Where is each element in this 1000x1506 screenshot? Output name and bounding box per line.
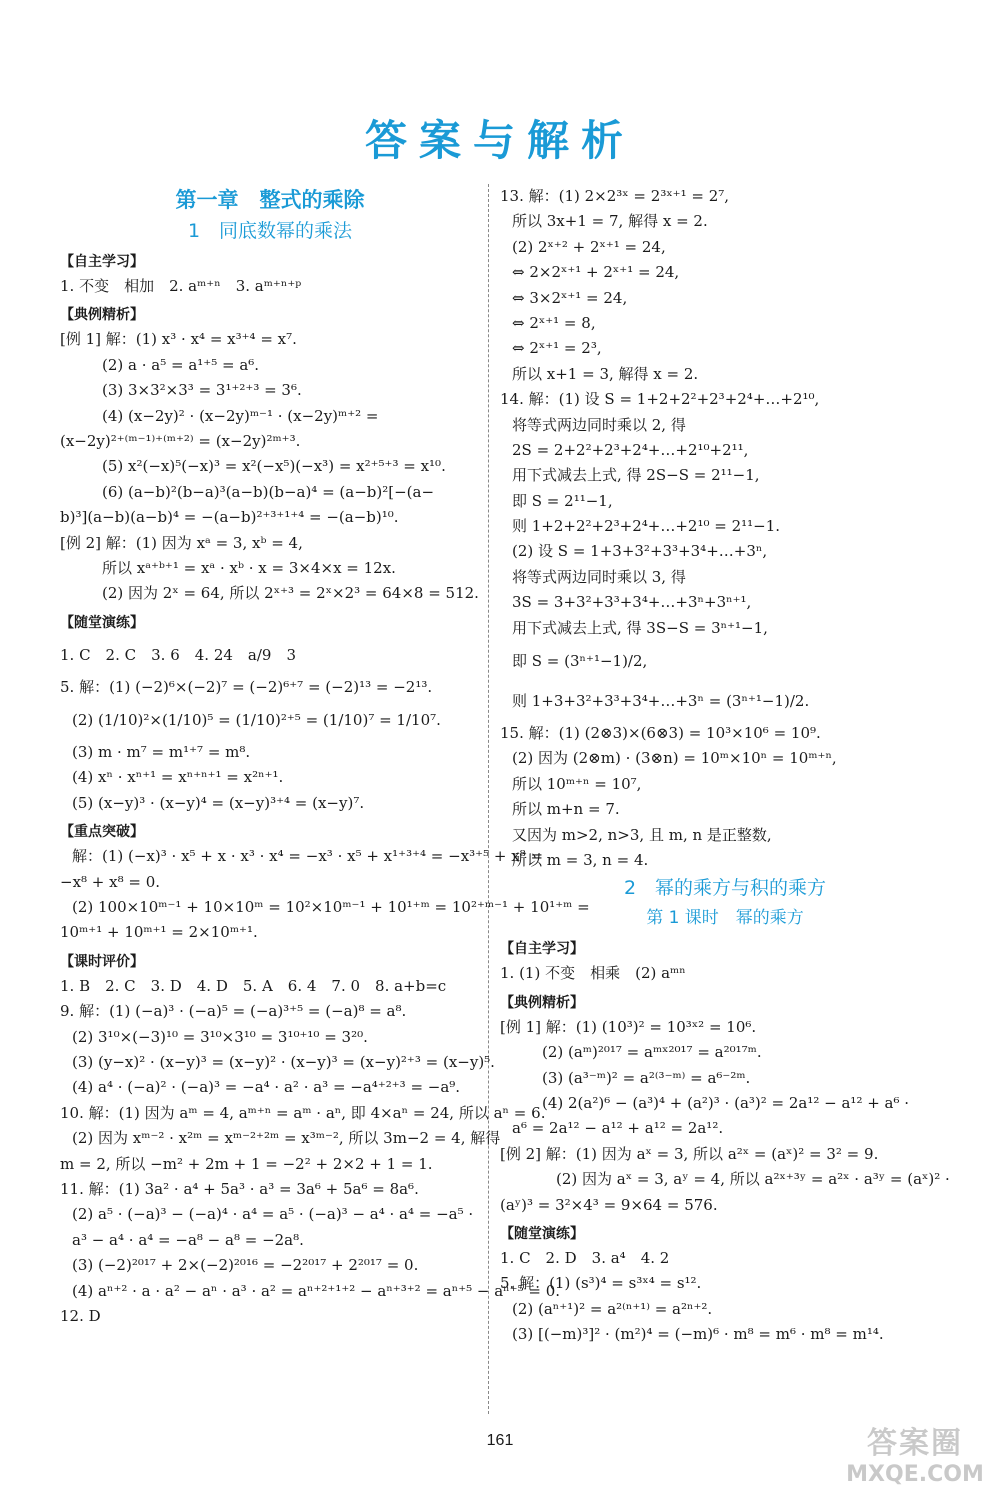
answer-line: (3) [(−m)³]² · (m²)⁴ = (−m)⁶ · m⁸ = m⁶ · m⁸ = m¹⁴. — [512, 1325, 884, 1344]
answer-line: 解：(1) (−x)³ · x⁵ + x · x³ · x⁴ = −x³ · x⁵ + x¹⁺³⁺⁴ = −x³⁺⁵ + x⁸ = — [72, 847, 544, 866]
right-column — [500, 184, 950, 1347]
answer-line: (4) xⁿ · xⁿ⁺¹ = xⁿ⁺ⁿ⁺¹ = x²ⁿ⁺¹. — [72, 768, 284, 787]
answer-line: 10ᵐ⁺¹ + 10ᵐ⁺¹ = 2×10ᵐ⁺¹. — [60, 923, 258, 942]
answer-line: 9. 解：(1) (−a)³ · (−a)⁵ = (−a)³⁺⁵ = (−a)⁸ = a⁸. — [60, 1002, 407, 1021]
answer-line: 11. 解：(1) 3a² · a⁴ + 5a³ · a³ = 3a⁶ + 5a⁶ = 8a⁶. — [60, 1179, 419, 1198]
section-header: 【典例精析】 — [500, 994, 584, 1011]
answer-line: 5. 解：(1) (−2)⁶×(−2)⁷ = (−2)⁶⁺⁷ = (−2)¹³ = −2¹³. — [60, 677, 433, 696]
answer-line: 又因为 m>2, n>3, 且 m, n 是正整数, — [512, 825, 772, 844]
page-title: 答案与解析 — [364, 116, 635, 165]
answer-line: (5) (x−y)³ · (x−y)⁴ = (x−y)³⁺⁴ = (x−y)⁷. — [72, 793, 365, 812]
answer-line: 2S = 2+2²+2³+2⁴+…+2¹⁰+2¹¹, — [512, 440, 749, 459]
section-header: 【自主学习】 — [500, 941, 584, 958]
answer-line: (2) (aⁿ⁺¹)² = a²⁽ⁿ⁺¹⁾ = a²ⁿ⁺². — [512, 1299, 713, 1318]
answer-line: (3) 3×3²×3³ = 3¹⁺²⁺³ = 3⁶. — [102, 381, 302, 400]
section-header: 【重点突破】 — [60, 824, 144, 841]
answer-line: 所以 x+1 = 3, 解得 x = 2. — [512, 364, 699, 383]
answer-line: (2) a⁵ · (−a)³ − (−a)⁴ · a⁴ = a⁵ · (−a)³ − a⁴ · a⁴ = −a⁵ · — [72, 1205, 474, 1224]
answer-line: ⇔ 3×2ˣ⁺¹ = 24, — [512, 288, 628, 307]
answer-line: 所以 3x+1 = 7, 解得 x = 2. — [512, 212, 708, 231]
answer-line: (2) 因为 aˣ = 3, aʸ = 4, 所以 a²ˣ⁺³ʸ = a²ˣ · a³ʸ = (aˣ)² · — [556, 1170, 950, 1189]
section-header: 【随堂演练】 — [500, 1225, 584, 1242]
answer-line: (5) x²(−x)⁵(−x)³ = x²(−x⁵)(−x³) = x²⁺⁵⁺³ = x¹⁰. — [102, 457, 446, 476]
answer-line: (3) (y−x)² · (x−y)³ = (x−y)² · (x−y)³ = (x−y)²⁺³ = (x−y)⁵. — [72, 1052, 495, 1071]
answer-line: 将等式两边同时乘以 3, 得 — [512, 567, 686, 586]
answer-line: 3S = 3+3²+3³+3⁴+…+3ⁿ+3ⁿ⁺¹, — [512, 593, 752, 612]
answer-line: (2) (aᵐ)²⁰¹⁷ = aᵐˣ²⁰¹⁷ = a²⁰¹⁷ᵐ. — [542, 1043, 762, 1062]
answer-line: 即 S = 2¹¹−1, — [512, 491, 613, 510]
answer-line: 将等式两边同时乘以 2, 得 — [512, 415, 686, 434]
answer-line: [例 2] 解：(1) 因为 xᵃ = 3, xᵇ = 4, — [60, 533, 303, 552]
section-header: 【自主学习】 — [60, 254, 144, 270]
chapter-title: 第一章 整式的乘除 — [175, 188, 365, 212]
answer-line: 所以 m+n = 7. — [512, 800, 620, 819]
answer-line: −x⁸ + x⁸ = 0. — [60, 872, 161, 891]
answer-line: (2) 100×10ᵐ⁻¹ + 10×10ᵐ = 10²×10ᵐ⁻¹ + 10¹⁺ᵐ = 10²⁺ᵐ⁻¹ + 10¹⁺ᵐ = — [72, 898, 590, 917]
answer-line: 1. B 2. C 3. D 4. D 5. A 6. 4 7. 0 8. a+b=c — [60, 976, 447, 995]
answer-line: (2) 3¹⁰×(−3)¹⁰ = 3¹⁰×3¹⁰ = 3¹⁰⁺¹⁰ = 3²⁰. — [72, 1027, 368, 1046]
answer-line: (2) (1/10)²×(1/10)⁵ = (1/10)²⁺⁵ = (1/10)⁷ = 1/10⁷. — [72, 711, 441, 730]
answer-line: a³ − a⁴ · a⁴ = −a⁸ − a⁸ = −2a⁸. — [72, 1230, 304, 1249]
answer-line: (2) 因为 2ˣ = 64, 所以 2ˣ⁺³ = 2ˣ×2³ = 64×8 = 512. — [102, 584, 479, 603]
answer-line: 所以 10ᵐ⁺ⁿ = 10⁷, — [512, 774, 642, 793]
section-header: 【课时评价】 — [60, 953, 144, 970]
answer-line: 所以 xᵃ⁺ᵇ⁺¹ = xᵃ · xᵇ · x = 3×4×x = 12x. — [102, 558, 396, 577]
answer-line: 14. 解：(1) 设 S = 1+2+2²+2³+2⁴+…+2¹⁰, — [500, 390, 820, 409]
answer-line: (4) (x−2y)² · (x−2y)ᵐ⁻¹ · (x−2y)ᵐ⁺² = — [102, 406, 379, 425]
answer-line: (2) 2ˣ⁺² + 2ˣ⁺¹ = 24, — [512, 237, 666, 256]
answer-line: a⁶ = 2a¹² − a¹² + a¹² = 2a¹². — [512, 1119, 724, 1138]
answer-line: (3) (−2)²⁰¹⁷ + 2×(−2)²⁰¹⁶ = −2²⁰¹⁷ + 2²⁰¹⁷ = 0. — [72, 1256, 419, 1275]
answer-line: 10. 解：(1) 因为 aᵐ = 4, aᵐ⁺ⁿ = aᵐ · aⁿ, 即 4×aⁿ = 24, 所以 aⁿ = 6. — [60, 1103, 546, 1122]
answer-line: (4) a⁴ · (−a)² · (−a)³ = −a⁴ · a² · a³ = −a⁴⁺²⁺³ = −a⁹. — [72, 1078, 461, 1097]
answer-line: (3) (a³⁻ᵐ)² = a²⁽³⁻ᵐ⁾ = a⁶⁻²ᵐ. — [542, 1068, 751, 1087]
answer-line: (2) 因为 (2⊗m) · (3⊗n) = 10ᵐ×10ⁿ = 10ᵐ⁺ⁿ, — [512, 749, 837, 768]
answer-line: 1. C 2. D 3. a⁴ 4. 2 — [500, 1248, 670, 1267]
answer-line: 用下式减去上式, 得 3S−S = 3ⁿ⁺¹−1, — [512, 618, 768, 637]
answer-line: 13. 解：(1) 2×2³ˣ = 2³ˣ⁺¹ = 2⁷, — [500, 187, 730, 205]
answer-line: (6) (a−b)²(b−a)³(a−b)(b−a)⁴ = (a−b)²[−(a− — [102, 482, 435, 501]
answer-line: (2) 因为 xᵐ⁻² · x²ᵐ = xᵐ⁻²⁺²ᵐ = x³ᵐ⁻², 所以 3m−2 = 4, 解得 — [72, 1129, 501, 1148]
answer-line: ⇔ 2ˣ⁺¹ = 2³, — [512, 339, 602, 358]
answer-line: b)³](a−b)(a−b)⁴ = −(a−b)²⁺³⁺¹⁺⁴ = −(a−b)¹⁰. — [60, 508, 399, 527]
section-header: 【典例精析】 — [60, 307, 144, 324]
page-number: 161 — [486, 1432, 514, 1449]
section-header: 【随堂演练】 — [60, 614, 144, 631]
answer-line: 1. 不变 相加 2. aᵐ⁺ⁿ 3. aᵐ⁺ⁿ⁺ᵖ — [60, 277, 302, 295]
answer-line: 12. D — [60, 1306, 101, 1325]
answer-line: (2) a · a⁵ = a¹⁺⁵ = a⁶. — [102, 355, 260, 374]
answer-line: 5. 解：(1) (s³)⁴ = s³ˣ⁴ = s¹². — [500, 1274, 702, 1293]
answer-line: (4) aⁿ⁺² · a · a² − aⁿ · a³ · a² = aⁿ⁺²⁺¹⁺² − aⁿ⁺³⁺² = aⁿ⁺⁵ − aⁿ⁺⁵ = 0. — [72, 1281, 561, 1300]
answer-line: (x−2y)²⁺⁽ᵐ⁻¹⁾⁺⁽ᵐ⁺²⁾ = (x−2y)²ᵐ⁺³. — [60, 431, 301, 450]
answer-line: ⇔ 2×2ˣ⁺¹ + 2ˣ⁺¹ = 24, — [512, 263, 680, 282]
section-title: 1 同底数幂的乘法 — [187, 220, 353, 242]
answer-line: [例 2] 解：(1) 因为 aˣ = 3, 所以 a²ˣ = (aˣ)² = 3² = 9. — [500, 1144, 879, 1163]
answer-line: ⇔ 2ˣ⁺¹ = 8, — [512, 313, 596, 332]
answer-line: [例 1] 解：(1) x³ · x⁴ = x³⁺⁴ = x⁷. — [60, 330, 297, 349]
watermark-url: MXQE.COM — [846, 1462, 984, 1487]
answer-line: (3) m · m⁷ = m¹⁺⁷ = m⁸. — [72, 743, 251, 762]
watermark-text: 答案圈 — [867, 1426, 963, 1461]
answer-line: 则 1+3+3²+3³+3⁴+…+3ⁿ = (3ⁿ⁺¹−1)/2. — [512, 692, 810, 711]
answer-line: 即 S = (3ⁿ⁺¹−1)/2, — [512, 652, 648, 671]
watermark-logo — [840, 1418, 990, 1498]
answer-line: 1. (1) 不变 相乘 (2) aᵐⁿ — [500, 964, 686, 983]
section-title: 2 幂的乘方与积的乘方 — [623, 877, 827, 900]
answer-line: (aʸ)³ = 3²×4³ = 9×64 = 576. — [500, 1195, 718, 1214]
answer-line: [例 1] 解：(1) (10³)² = 10³ˣ² = 10⁶. — [500, 1017, 757, 1036]
answer-line: m = 2, 所以 −m² + 2m + 1 = −2² + 2×2 + 1 = 1. — [60, 1154, 433, 1173]
answer-line: 则 1+2+2²+2³+2⁴+…+2¹⁰ = 2¹¹−1. — [512, 517, 781, 536]
answer-line: 1. C 2. C 3. 6 4. 24 a/9 3 — [60, 645, 296, 664]
column-divider — [488, 184, 489, 1414]
answer-line: (4) 2(a²)⁶ − (a³)⁴ + (a²)³ · (a³)² = 2a¹² − a¹² + a⁶ · — [542, 1093, 910, 1112]
answer-line: 15. 解：(1) (2⊗3)×(6⊗3) = 10³×10⁶ = 10⁹. — [500, 724, 821, 743]
answer-line: 所以 m = 3, n = 4. — [512, 850, 649, 869]
lesson-title: 第 1 课时 幂的乘方 — [646, 908, 804, 929]
answer-line: 用下式减去上式, 得 2S−S = 2¹¹−1, — [512, 466, 760, 485]
answer-line: (2) 设 S = 1+3+3²+3³+3⁴+…+3ⁿ, — [512, 542, 768, 561]
